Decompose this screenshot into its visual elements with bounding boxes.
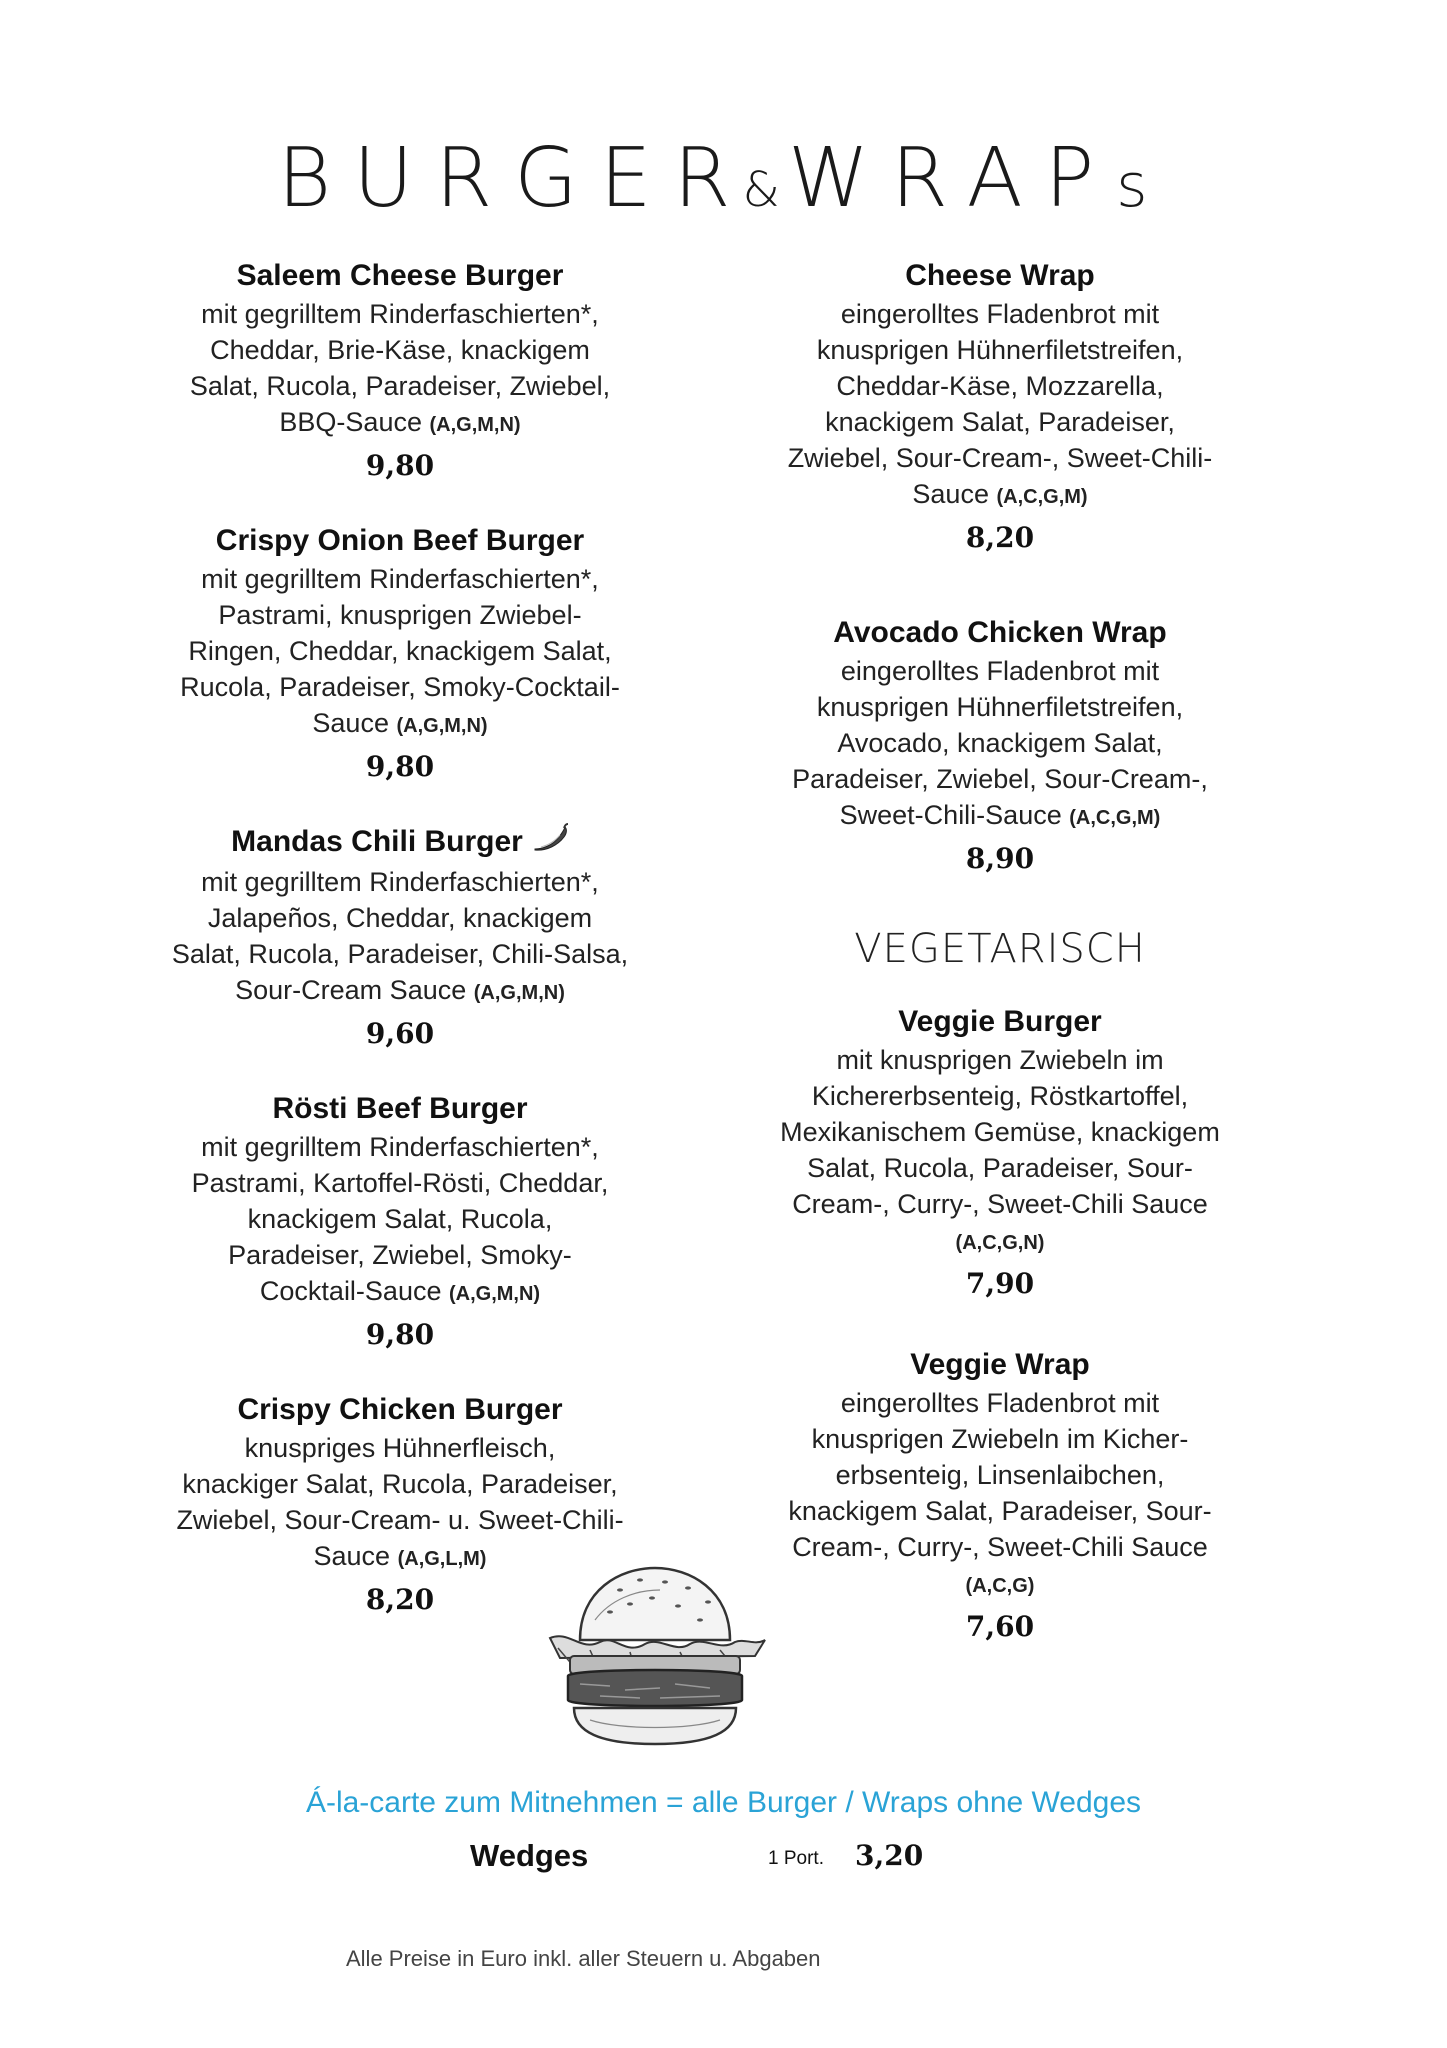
allergen-codes: (A,C,G) [965,1575,1035,1597]
item-price: 7,60 [965,1610,1035,1643]
item-description [150,561,650,744]
item-desc-text: eingerolltes Fladenbrot mit knusprigen Hühnerfiletstreifen, Cheddar-Käse, Mozzarella, knackigem Salat, Paradeiser, Zwiebel, Sour-Cream-, Sweet-Chili- Sauce [787,299,1213,509]
item-name: Mandas Chili Burger [231,825,523,858]
allergen-codes: (A,G,M,N) [429,414,521,436]
allergen-codes: (A,G,M,N) [396,715,488,737]
burger-illustration [540,1560,770,1750]
title-burger: BURGER [277,131,753,226]
wrap-column [750,256,1250,1682]
allergen-codes: (A,C,G,N) [955,1232,1045,1254]
item-name: Rösti Beef Burger [272,1091,528,1125]
item-description [750,653,1250,836]
item-desc-text: mit gegrilltem Rinderfaschierten*, Pastrami, knusprigen Zwiebel- Ringen, Cheddar, knackigem Salat, Rucola, Paradeiser, Smoky-Cocktail- Sauce [180,564,620,738]
item-desc-text: mit gegrilltem Rinderfaschierten*, Pastrami, Kartoffel-Rösti, Cheddar, knackigem Salat, Rucola, Paradeiser, Zwiebel, Smoky- Cocktail-Sauce [191,1131,609,1306]
menu-item [150,256,650,487]
vegetarian-heading: VEGETARISCH [854,926,1146,972]
wedges-name: Wedges [470,1838,589,1873]
takeaway-note: Á-la-carte zum Mitnehmen = alle Burger / Wraps ohne Wedges [305,1786,1142,1819]
item-price: 8,20 [365,1582,435,1616]
item-description [150,1430,650,1577]
menu-item [750,1002,1250,1305]
wedges-portion: 1 Port. [768,1848,824,1869]
item-price: 8,90 [965,842,1035,875]
item-name: Veggie Burger [898,1005,1102,1038]
burger-column [150,256,650,1655]
item-name: Crispy Onion Beef Burger [215,524,585,557]
item-price: 9,60 [365,1016,435,1050]
allergen-codes: (A,G,L,M) [397,1547,487,1570]
item-price: 8,20 [965,521,1035,554]
allergen-codes: (A,G,M,N) [449,1282,541,1305]
item-desc-text: mit gegrilltem Rinderfaschierten*, Jalapeños, Cheddar, knackigem Salat, Rucola, Paradeiser, Chili-Salsa, Sour-Cream Sauce [171,866,629,1005]
item-desc-text: mit knusprigen Zwiebeln im Kichererbsenteig, Röstkartoffel, Mexikanischem Gemüse, knackigem Salat, Rucola, Paradeiser, Sour- Cream-, Curry-, Sweet-Chili Sauce [780,1045,1220,1219]
item-price: 9,80 [365,1317,435,1351]
menu-item [750,1345,1250,1648]
item-name: Avocado Chicken Wrap [833,616,1167,649]
page-title [0,131,1447,226]
item-description [150,1129,650,1312]
item-description [750,1042,1250,1261]
item-name: Crispy Chicken Burger [237,1392,563,1426]
item-description [750,1385,1250,1604]
item-desc-text: eingerolltes Fladenbrot mit knusprigen Hühnerfiletstreifen, Avocado, knackigem Salat, Paradeiser, Zwiebel, Sour-Cream-, Sweet-Chili-Sauce [792,656,1208,830]
allergen-codes: (A,C,G,M) [1069,807,1161,829]
title-ampersand: & [742,162,784,218]
item-desc-text: eingerolltes Fladenbrot mit knusprigen Zwiebeln im Kicher- erbsenteig, Linsenlaibchen, knackigem Salat, Paradeiser, Sour- Cream-, Curry-, Sweet-Chili Sauce [788,1388,1212,1562]
menu-item [150,822,650,1055]
chili-pepper-icon [531,823,569,864]
item-name: Veggie Wrap [910,1348,1090,1381]
item-price: 9,80 [365,750,435,783]
allergen-codes: (A,G,M,N) [473,981,565,1004]
item-price: 7,90 [965,1267,1035,1300]
title-wrap: WRAP [787,131,1117,226]
menu-item [750,613,1250,880]
item-description [150,296,650,443]
item-description [750,296,1250,515]
menu-item [150,521,650,788]
menu-item [750,256,1250,559]
item-desc-text: knuspriges Hühnerfleisch, knackiger Salat, Rucola, Paradeiser, Zwiebel, Sour-Cream- u. Sweet-Chili- Sauce [176,1432,624,1571]
wedges-price: 3,20 [855,1839,924,1872]
allergen-codes: (A,C,G,M) [996,486,1088,508]
menu-item [150,1089,650,1356]
item-name: Saleem Cheese Burger [236,259,564,292]
price-disclaimer: Alle Preise in Euro inkl. aller Steuern u. Abgaben [346,1946,821,1971]
wedges-row [0,1834,1447,1878]
item-name: Cheese Wrap [905,259,1095,292]
item-price: 9,80 [365,449,435,482]
item-desc-text: mit gegrilltem Rinderfaschierten*, Cheddar, Brie-Käse, knackigem Salat, Rucola, Paradeiser, Zwiebel, BBQ-Sauce [189,299,611,437]
item-description [150,864,650,1011]
item-name-row [150,822,650,864]
title-s: s [1116,151,1170,221]
